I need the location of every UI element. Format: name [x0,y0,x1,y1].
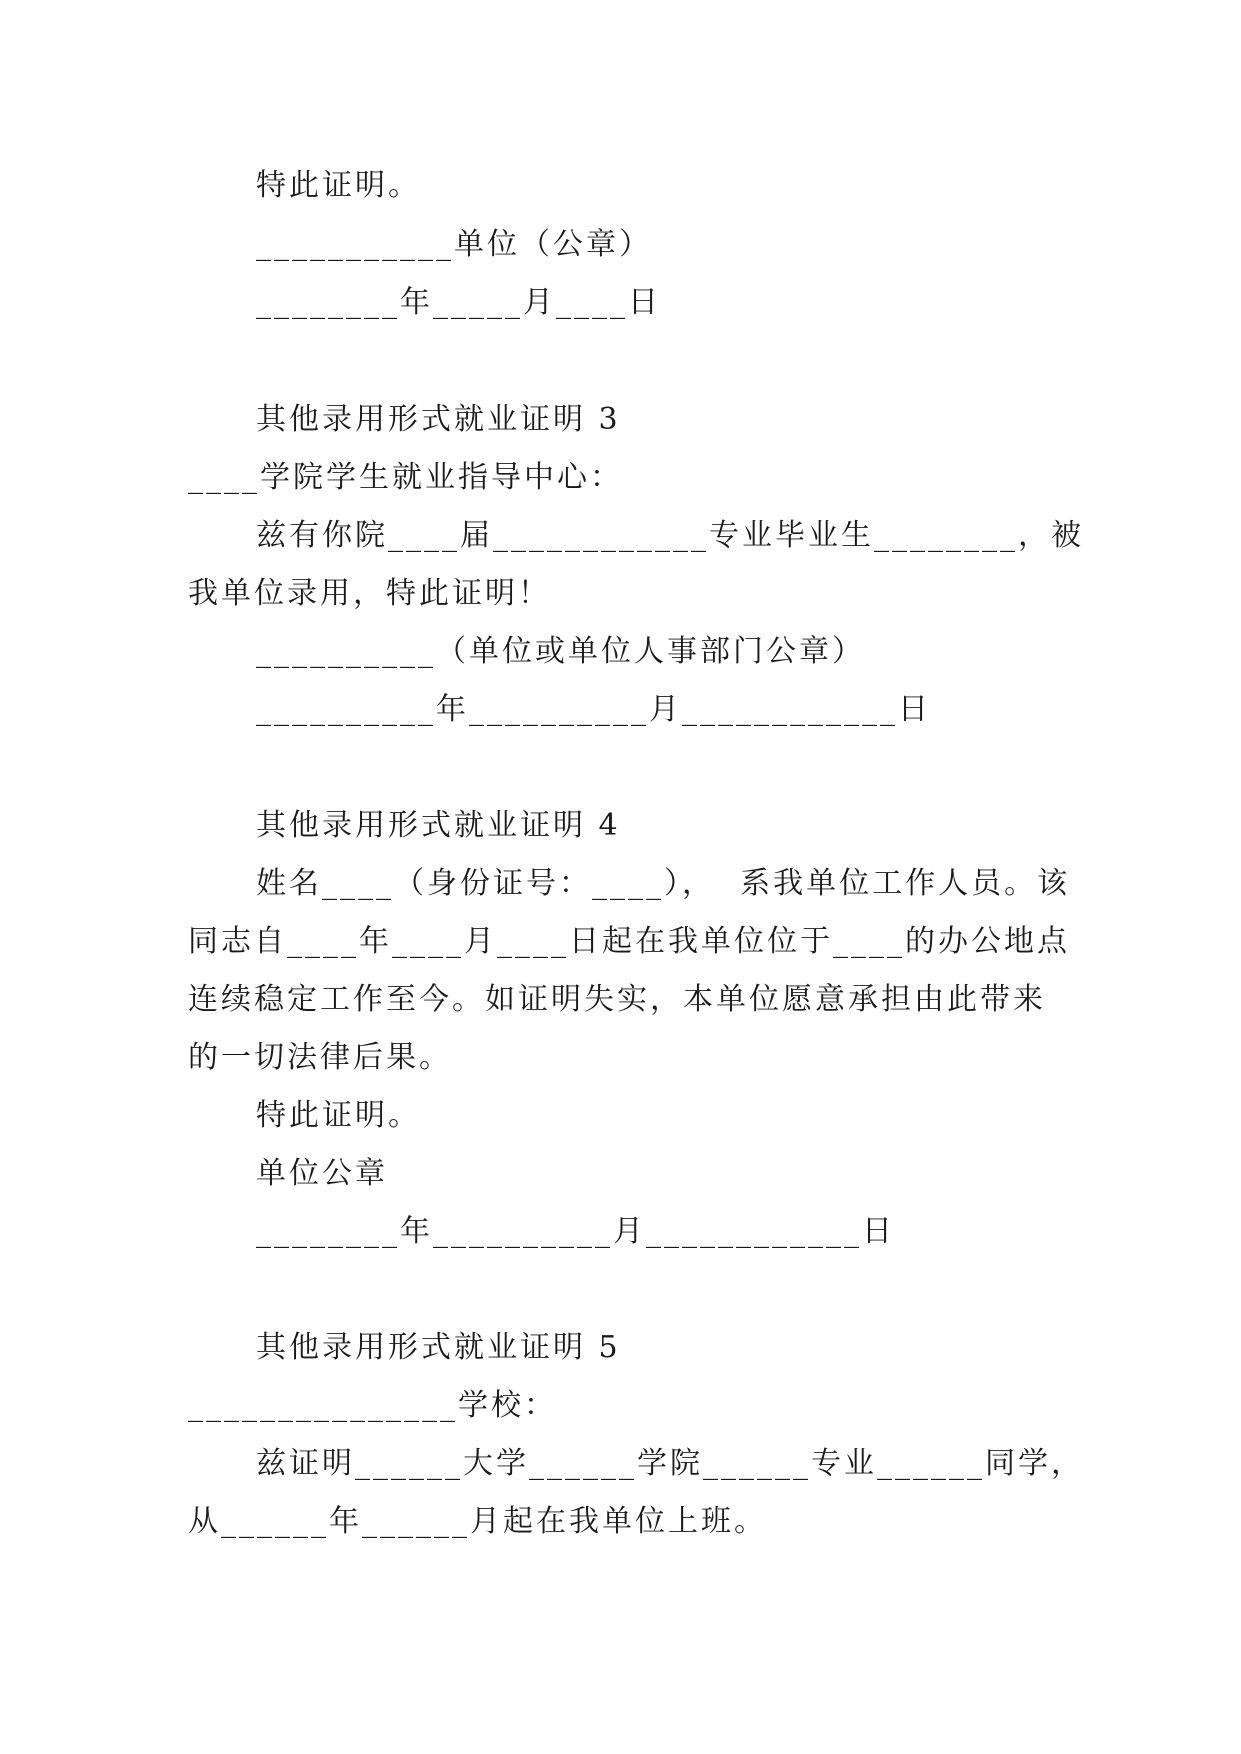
addressee-line: ____学院学生就业指导中心： [188,460,623,495]
date-line: ________年_____月____日 [256,285,661,320]
body-paragraph-line: 从______年______月起在我单位上班。 [188,1504,767,1539]
body-paragraph-line: 同志自____年____月____日起在我单位位于____的办公地点 [188,924,1070,959]
addressee-line: _______________学校： [188,1388,557,1423]
body-paragraph-line: 我单位录用，特此证明！ [188,576,551,611]
body-paragraph-line: 的一切法律后果。 [188,1040,452,1075]
section-heading-3: 其他录用形式就业证明 3 [256,402,621,437]
body-paragraph-line: 连续稳定工作至今。如证明失实，本单位愿意承担由此带来 [188,982,1046,1017]
unit-seal-line: 单位公章 [256,1156,388,1191]
closing-statement: 特此证明。 [256,1098,421,1133]
closing-statement: 特此证明。 [256,168,421,203]
unit-seal-line: ___________单位（公章） [256,227,652,262]
body-paragraph-line: 兹证明______大学______学院______专业______同学， [256,1446,1084,1481]
section-heading-4: 其他录用形式就业证明 4 [256,808,621,843]
date-line: ________年__________月____________日 [256,1214,895,1249]
unit-seal-line: __________（单位或单位人事部门公章） [256,634,865,669]
date-line: __________年__________月____________日 [256,692,931,727]
section-heading-5: 其他录用形式就业证明 5 [256,1330,621,1365]
body-paragraph-line: 兹有你院____届____________专业毕业生________，被 [256,518,1084,553]
body-paragraph-line: 姓名____（身份证号：____）， 系我单位工作人员。该 [256,866,1071,901]
